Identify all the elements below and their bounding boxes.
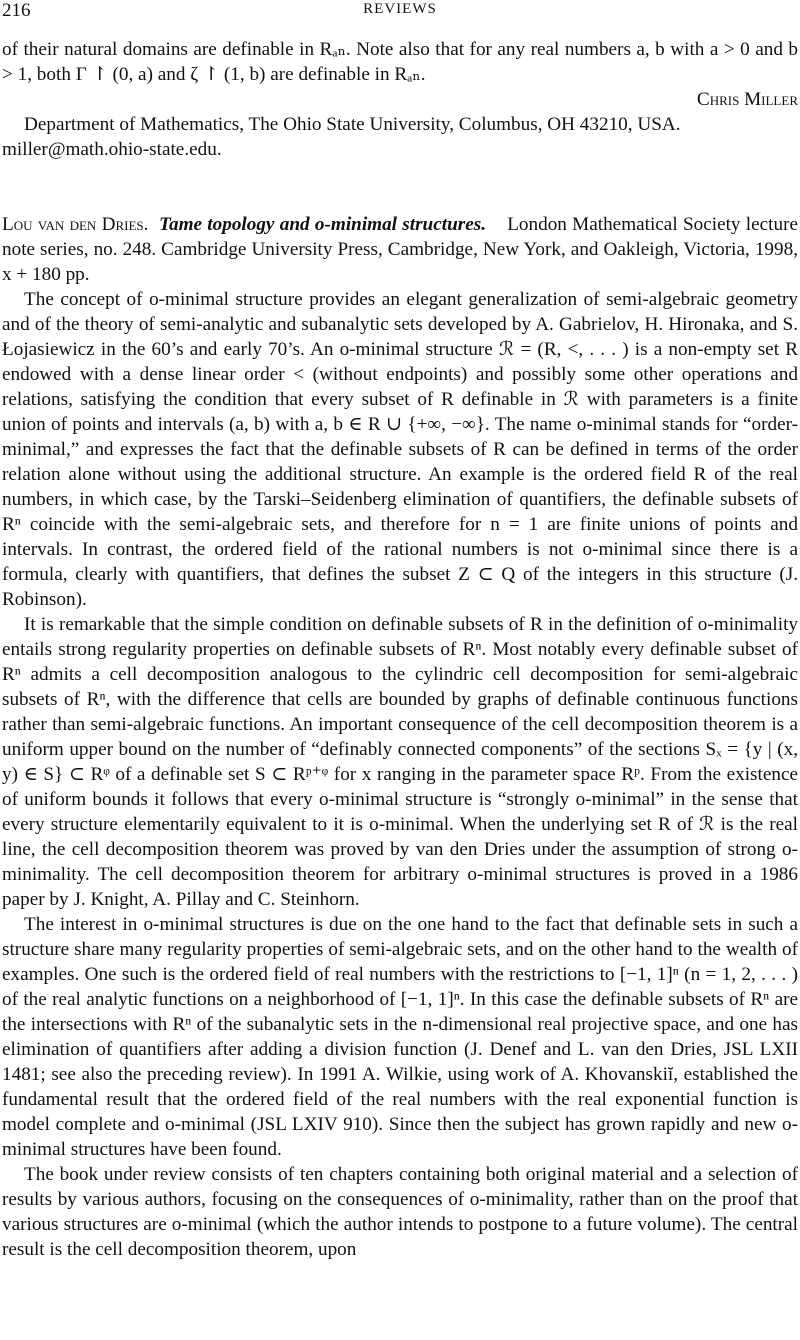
review-separator — [2, 162, 798, 212]
review-author: Lou van den Dries. — [2, 214, 149, 235]
book-title: Tame topology and o-minimal structures. — [159, 214, 486, 235]
page-body — [2, 37, 798, 1262]
review-paragraph: It is remarkable that the simple condition on definable subsets of R in the definition of o-minimality entails strong regularity properties on definable subsets of Rⁿ. Most notably every definable subset of Rⁿ admits a cell decomposition analogous to the cylindric cell decomposition for semi-algebraic subsets of Rⁿ, with the difference that cells are bounded by graphs of definable continuous functions rather than semi-algebraic functions. An important consequence of the cell decomposition theorem is a uniform upper bound on the number of “definably connected components” of the sections Sₓ = {y | (x, y) ∈ S} ⊂ Rᵠ of a definable set S ⊂ Rᵖ⁺ᵠ for x ranging in the parameter space Rᵖ. From the existence of uniform bounds it follows that every o-minimal structure is “strongly o-minimal” in the sense that every structure elementarily equivalent to it is o-minimal. When the underlying set R of ℛ is the real line, the cell decomposition theorem was proved by van den Dries under the assumption of strong o-minimality. The cell decomposition theorem for arbitrary o-minimal structures is proved in a 1986 paper by J. Knight, A. Pillay and C. Steinhorn. — [2, 614, 798, 910]
page-number: 216 — [2, 0, 31, 21]
previous-review-ending: of their natural domains are definable in Rₐₙ. Note also that for any real numbers a, b with a > 0 and b > 1, both Γ ↾ (0, a) and ζ ↾ (1, b) are definable in Rₐₙ. — [2, 39, 798, 85]
reviewer-email: miller@math.ohio-state.edu. — [2, 139, 222, 160]
review-paragraph: The book under review consists of ten chapters containing both original material and a selection of results by various authors, focusing on the consequences of o-minimality, rather than on the proof that various structures are o-minimal (which the author intends to postpone to a future volume). The central result is the cell decomposition theorem, upon — [2, 1164, 798, 1260]
review-paragraph: The concept of o-minimal structure provides an elegant generalization of semi-algebraic geometry and of the theory of semi-analytic and subanalytic sets developed by A. Gabrielov, H. Hironaka, and S. Łojasiewicz in the 60’s and early 70’s. An o-minimal structure ℛ = (R, <, . . . ) is a non-empty set R endowed with a dense linear order < (without endpoints) and possibly some other operations and relations, satisfying the condition that every subset of R definable in ℛ with parameters is a finite union of points and intervals (a, b) with a, b ∈ R ∪ {+∞, −∞}. The name o-minimal stands for “order-minimal,” and expresses the fact that the definable subsets of R can be defined in terms of the order relation alone without using the additional structure. An example is the ordered field R of the real numbers, in which case, by the Tarski–Seidenberg elimination of quantifiers, the definable subsets of Rⁿ coincide with the semi-algebraic sets, and therefore for n = 1 are finite unions of points and intervals. In contrast, the ordered field of the rational numbers is not o-minimal since there is a formula, clearly with quantifiers, that defines the subset Z ⊂ Q of the integers in this structure (J. Robinson). — [2, 289, 798, 610]
review-paragraph: The interest in o-minimal structures is due on the one hand to the fact that definable sets in such a structure share many regularity properties of semi-algebraic sets, and on the other hand to the wealth of examples. One such is the ordered field of real numbers with the restrictions to [−1, 1]ⁿ (n = 1, 2, . . . ) of the real analytic functions on a neighborhood of [−1, 1]ⁿ. In this case the definable subsets of Rⁿ are the intersections with Rⁿ of the subanalytic sets in the n-dimensional real projective space, and one has elimination of quantifiers after adding a division function (J. Denef and L. van den Dries, JSL LXII 1481; see also the preceding review). In 1991 A. Wilkie, using work of A. Khovanskiĭ, established the fundamental result that the ordered field of the real numbers with the real exponential function is model complete and o-minimal (JSL LXIV 910). Since then the subject has grown rapidly and new o-minimal structures have been found. — [2, 914, 798, 1160]
review-citation — [2, 212, 798, 287]
reviewer-signature: Chris Miller — [696, 89, 798, 110]
publication-info: London Mathematical Society lecture note series, no. 248. Cambridge University Press, Cambridge, New York, and Oakleigh, Victoria, 1998, x + 180 pp. — [2, 214, 798, 285]
page-header — [2, 0, 798, 22]
reviewer-affiliation: Department of Mathematics, The Ohio State University, Columbus, OH 43210, USA. — [24, 114, 681, 135]
running-title: REVIEWS — [363, 1, 437, 17]
